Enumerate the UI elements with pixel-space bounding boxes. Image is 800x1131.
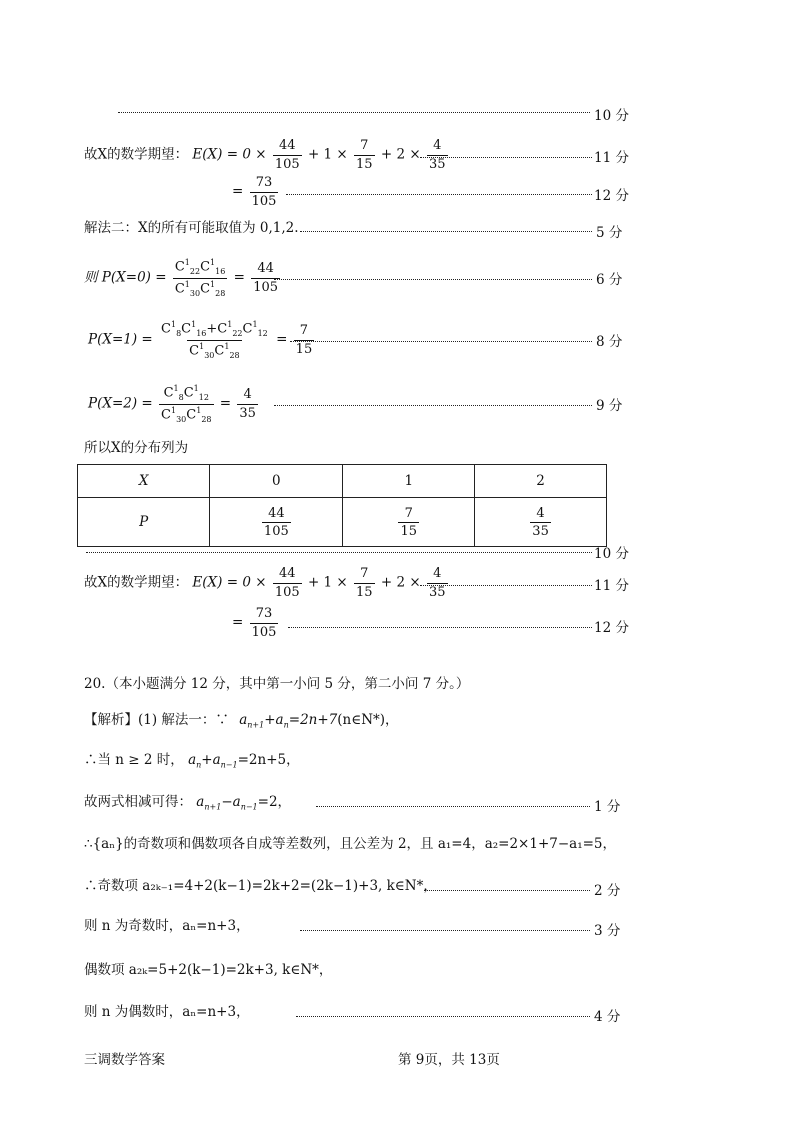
fraction: $\frac{44}{105}$ — [253, 260, 279, 295]
fraction: $\frac{73}{105}$ — [251, 606, 277, 640]
fraction: $\frac{7}{15}$ — [356, 138, 373, 172]
solution-line-5: ∴奇数项 a₂ₖ₋₁=4+2(k−1)=2k+2=(2k−1)+3, k∈N*， — [84, 878, 437, 894]
dotted-leader — [290, 341, 592, 342]
solution-line-2: ∴当 n ≥ 2 时， $a_n+a_{n-1}=2n+5$， — [84, 752, 300, 770]
page-number: 第 9页，共 13页 — [398, 1052, 500, 1068]
combination-fraction: $\frac{C^1_{22}C^1_{16}}{C^1_{30}C^1_{28}}$ — [174, 258, 226, 298]
score-marker: 11 分 — [594, 578, 629, 594]
table-header-cell: X — [78, 465, 210, 498]
table-row — [78, 465, 607, 498]
footer-left: 三调数学答案 — [84, 1052, 165, 1068]
score-marker: 9 分 — [596, 398, 623, 414]
fraction: $\frac{7}{15}$ — [295, 322, 313, 357]
score-marker: 8 分 — [596, 334, 623, 350]
prob-label: P(X=2) = — [88, 395, 153, 412]
solution-line-1: 【解析】(1) 解法一：∵ $a_{n+1}+a_n=2n+7(n\in N*)$， — [84, 712, 399, 730]
expectation-line — [84, 566, 450, 600]
dotted-leader — [424, 890, 590, 891]
dotted-leader — [300, 930, 590, 931]
fraction: $\frac{4}{35}$ — [428, 566, 446, 600]
combination-fraction: $\frac{C^1_8C^1_{16}+C^1_{22}C^1_{12}}{C^1_{30}C^1_{28}}$ — [161, 320, 268, 360]
distribution-table — [77, 464, 607, 547]
score-marker: 10 分 — [594, 546, 629, 562]
combination-fraction: $\frac{C^1_8C^1_{12}}{C^1_{30}C^1_{28}}$ — [161, 384, 212, 424]
table-cell: $\frac{44}{105}$ — [210, 498, 343, 547]
solution-line-8: 则 n 为偶数时，aₙ=n+3， — [84, 1004, 250, 1020]
fraction: $\frac{73}{105}$ — [251, 175, 277, 209]
expectation-label: 故X的数学期望： — [84, 146, 189, 163]
score-marker: 12 分 — [594, 188, 629, 204]
solution-line-7: 偶数项 a₂ₖ=5+2(k−1)=2k+3, k∈N*， — [84, 962, 333, 978]
prob-label: P(X=1) = — [88, 331, 153, 348]
operator: + 2 × — [380, 146, 421, 163]
dotted-leader — [316, 806, 590, 807]
distribution-intro: 所以X的分布列为 — [84, 440, 189, 456]
dotted-leader — [118, 112, 590, 113]
operator: + 1 × — [307, 574, 348, 591]
score-marker: 3 分 — [594, 923, 621, 939]
fraction: $\frac{44}{105}$ — [274, 566, 300, 600]
table-cell: $\frac{4}{35}$ — [475, 498, 607, 547]
score-marker: 11 分 — [594, 150, 629, 166]
expectation-expr: E(X) = 0 × — [192, 574, 267, 591]
operator: + 2 × — [380, 574, 421, 591]
table-cell: $\frac{7}{15}$ — [343, 498, 475, 547]
score-marker: 1 分 — [594, 799, 621, 815]
table-header-cell: 0 — [210, 465, 343, 498]
solution-line-4: ∴{aₙ}的奇数项和偶数项各自成等差数列，且公差为 2，且 a₁=4，a₂=2×1+7−a₁=5， — [84, 836, 617, 852]
score-marker: 5 分 — [596, 225, 623, 241]
dotted-leader — [296, 1016, 590, 1017]
operator: + 1 × — [307, 146, 348, 163]
dotted-leader — [300, 231, 592, 232]
question-20-heading: 20.（本小题满分 12 分，其中第一小问 5 分，第二小问 7 分。） — [84, 676, 470, 692]
prob-x1-line: P(X=1) = $\frac{C^1_8C^1_{16}+C^1_{22}C^1_{12}}{C^1_{30}C^1_{28}}$ = $\frac{7}{15}$ — [88, 320, 313, 360]
prob-x2-line: P(X=2) = $\frac{C^1_8C^1_{12}}{C^1_{30}C^1_{28}}$ = $\frac{4}{35}$ — [88, 384, 256, 424]
expectation-line — [84, 138, 450, 172]
table-row — [78, 498, 607, 547]
dotted-leader — [286, 194, 592, 195]
prob-label: 则 P(X=0) = — [84, 269, 167, 286]
dotted-leader — [420, 157, 592, 158]
fraction: $\frac{44}{105}$ — [274, 138, 300, 172]
expectation-expr: E(X) = 0 × — [192, 146, 267, 163]
score-marker: 4 分 — [594, 1009, 621, 1025]
score-marker: 2 分 — [594, 883, 621, 899]
method2-intro: 解法二：X的所有可能取值为 0,1,2. — [84, 220, 299, 236]
dotted-leader — [420, 585, 592, 586]
score-marker: 6 分 — [596, 272, 623, 288]
table-header-cell: 2 — [475, 465, 607, 498]
solution-line-6: 则 n 为奇数时，aₙ=n+3， — [84, 918, 250, 934]
table-row-label: P — [78, 498, 210, 547]
expectation-label: 故X的数学期望： — [84, 574, 189, 591]
score-marker: 10 分 — [594, 108, 629, 124]
solution-line-3: 故两式相减可得： $a_{n+1}-a_{n-1}=2$， — [84, 794, 292, 812]
fraction: $\frac{7}{15}$ — [356, 566, 373, 600]
fraction: $\frac{4}{35}$ — [239, 386, 256, 421]
prob-x0-line: 则 P(X=0) = $\frac{C^1_{22}C^1_{16}}{C^1_{30}C^1_{28}}$ = $\frac{44}{105}$ — [84, 258, 279, 298]
dotted-leader — [274, 405, 592, 406]
expectation-result: = $\frac{73}{105}$ — [232, 606, 277, 640]
fraction: $\frac{4}{35}$ — [428, 138, 446, 172]
dotted-leader — [86, 552, 592, 553]
score-marker: 12 分 — [594, 620, 629, 636]
dotted-leader — [288, 627, 592, 628]
dotted-leader — [274, 279, 592, 280]
expectation-result: = $\frac{73}{105}$ — [232, 175, 277, 209]
table-header-cell: 1 — [343, 465, 475, 498]
